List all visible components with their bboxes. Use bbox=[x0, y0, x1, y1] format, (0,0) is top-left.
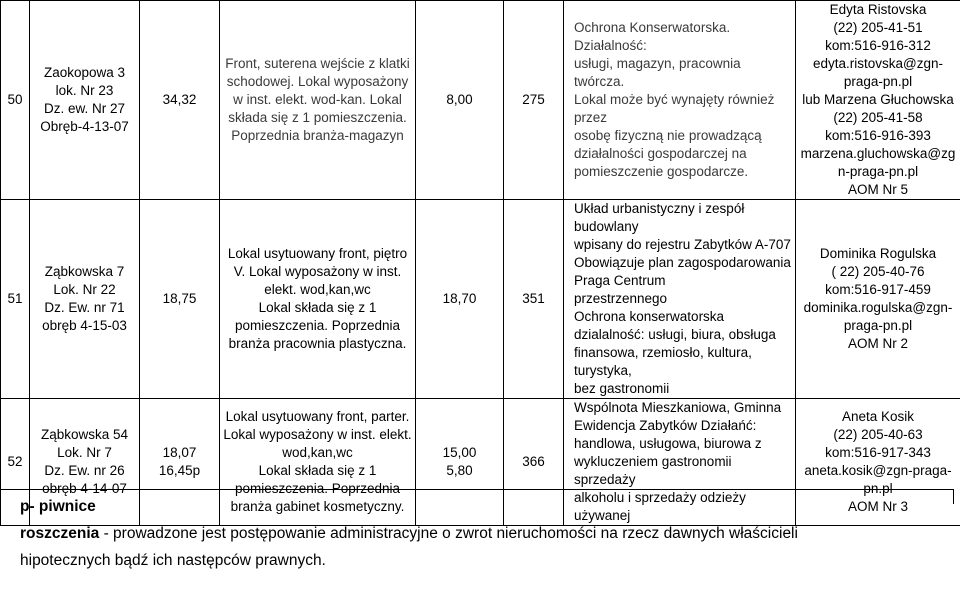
address-cell bbox=[30, 1, 140, 200]
contact-line: AOM Nr 5 bbox=[847, 182, 908, 197]
address-line: Lok. Nr 7 bbox=[57, 445, 112, 460]
number-line: 275 bbox=[522, 92, 545, 107]
address-line: Dz. Ew. nr 71 bbox=[44, 300, 125, 315]
description-line: Lokal składa się z 1 bbox=[258, 300, 377, 315]
contact-line: (22) 205-40-63 bbox=[833, 427, 923, 442]
note-term: roszczenia bbox=[20, 525, 100, 542]
address-line: Ząbkowska 7 bbox=[44, 264, 125, 279]
address-line: Dz. Ew. nr 26 bbox=[44, 463, 125, 478]
conditions-line: dzialalność: usługi, biura, obsługa bbox=[574, 327, 776, 342]
description-cell bbox=[220, 200, 416, 399]
contact-line: ( 22) 205-40-76 bbox=[831, 264, 925, 279]
description-line: Poprzednia branża-magazyn bbox=[231, 128, 404, 143]
number-cell bbox=[504, 1, 564, 200]
area-line: 18,75 bbox=[162, 291, 197, 306]
number-line: 351 bbox=[522, 291, 545, 306]
description-cell bbox=[220, 1, 416, 200]
conditions-line: wpisany do rejestru Zabytków A-707 bbox=[574, 237, 791, 252]
contact-line: AOM Nr 2 bbox=[847, 336, 908, 351]
description-line: Lokal usytuowany front, piętro bbox=[227, 246, 408, 261]
address-cell bbox=[30, 200, 140, 399]
address-line: Zaokopowa 3 bbox=[43, 65, 126, 80]
contact-line: (22) 205-41-58 bbox=[833, 110, 923, 125]
description-line: wod,kan,wc bbox=[282, 445, 353, 460]
table-row bbox=[1, 200, 960, 399]
contact-line: kom:516-917-459 bbox=[825, 282, 931, 297]
contact-cell bbox=[796, 1, 960, 200]
conditions-line: Wspólnota Mieszkaniowa, Gminna bbox=[574, 400, 782, 415]
contact-line: pn.pl bbox=[863, 481, 893, 496]
conditions-line: Układ urbanistyczny i zespół budowlany bbox=[574, 201, 745, 234]
rate-line: 5,80 bbox=[446, 463, 473, 478]
address-line: Dz. ew. Nr 27 bbox=[43, 101, 126, 116]
contact-cell bbox=[796, 200, 960, 399]
conditions-line: Ewidencja Zabytków Działańć: bbox=[574, 418, 757, 433]
contact-line: dominika.rogulska@zgn- bbox=[803, 300, 953, 315]
contact-line: Dominika Rogulska bbox=[819, 246, 937, 261]
conditions-line: Ochrona Konserwatorska. Działalność: bbox=[574, 20, 731, 53]
contact-line: praga-pn.pl bbox=[843, 74, 913, 89]
conditions-line: handlowa, usługowa, biurowa z bbox=[574, 436, 762, 451]
description-line: branża gabinet kosmetyczny. bbox=[230, 499, 405, 514]
conditions-cell bbox=[564, 200, 796, 399]
footnotes bbox=[0, 489, 960, 609]
rate-cell bbox=[416, 200, 504, 399]
contact-line: n-praga-pn.pl bbox=[837, 164, 919, 179]
contact-line: kom:516-916-312 bbox=[825, 38, 931, 53]
row-number-line: 51 bbox=[7, 291, 23, 306]
contact-line: AOM Nr 3 bbox=[847, 499, 908, 514]
description-line: składa się z 1 pomieszczenia. bbox=[228, 110, 407, 125]
description-line: Lokal usytuowany front, parter. bbox=[225, 409, 410, 424]
conditions-line: Praga Centrum bbox=[574, 273, 666, 288]
conditions-line: bez gastronomii bbox=[574, 381, 670, 396]
address-line: Obręb-4-13-07 bbox=[40, 119, 129, 134]
conditions-line: usługi, magazyn, pracownia twórcza. bbox=[574, 56, 741, 89]
conditions-line: alkoholu i sprzedaży odzieży używanej bbox=[574, 490, 746, 523]
note-text: - prowadzone jest postępowanie administracyjne o zwrot nieruchomości na rzecz dawnych właścicieli bbox=[99, 525, 798, 542]
note-roszczenia bbox=[20, 525, 798, 543]
contact-line: Edyta Ristovska bbox=[829, 2, 927, 17]
description-line: pomieszczenia. Poprzednia bbox=[234, 318, 401, 333]
conditions-line: finansowa, rzemiosło, kultura, turystyka, bbox=[574, 345, 752, 378]
address-line: obręb 4-14-07 bbox=[42, 481, 127, 496]
address-line: lok. Nr 23 bbox=[55, 83, 114, 98]
notes-frame bbox=[0, 489, 954, 504]
row-number-cell bbox=[1, 1, 30, 200]
row-number-line: 50 bbox=[7, 92, 23, 107]
area-line: 16,45p bbox=[158, 463, 201, 478]
description-line: Lokal wyposażony w inst. elekt. bbox=[223, 427, 412, 442]
note-piwnice: p- piwnice bbox=[20, 498, 96, 515]
rate-line: 8,00 bbox=[446, 92, 473, 107]
rate-line: 18,70 bbox=[442, 291, 477, 306]
number-cell bbox=[504, 200, 564, 399]
contact-line: lub Marzena Głuchowska bbox=[802, 92, 954, 107]
address-line: Lok. Nr 22 bbox=[53, 282, 116, 297]
conditions-cell bbox=[564, 1, 796, 200]
description-line: Lokal składa się z 1 bbox=[258, 463, 377, 478]
table-row bbox=[1, 1, 960, 200]
description-line: w inst. elekt. wod-kan. Lokal bbox=[233, 92, 402, 107]
conditions-line: przestrzennego bbox=[574, 291, 668, 306]
description-line: V. Lokal wyposażony w inst. bbox=[233, 264, 402, 279]
description-line: branża pracownia plastyczna. bbox=[228, 336, 407, 351]
conditions-line: osobę fizyczną nie prowadzącą bbox=[574, 128, 762, 143]
rate-cell bbox=[416, 1, 504, 200]
conditions-line: działalności gospodarczej na bbox=[574, 146, 747, 161]
conditions-line: Lokal może być wynajęty również przez bbox=[574, 92, 775, 125]
contact-line: praga-pn.pl bbox=[843, 318, 913, 333]
address-line: obręb 4-15-03 bbox=[42, 318, 127, 333]
conditions-line: Obowiązuje plan zagospodarowania bbox=[574, 255, 791, 270]
description-line: schodowej. Lokal wyposażony bbox=[226, 74, 409, 89]
conditions-line: Ochrona konserwatorska bbox=[574, 309, 725, 324]
area-line: 34,32 bbox=[162, 92, 197, 107]
rate-line: 15,00 bbox=[442, 445, 477, 460]
contact-line: edyta.ristovska@zgn- bbox=[812, 56, 943, 71]
row-number-cell bbox=[1, 200, 30, 399]
number-line: 366 bbox=[522, 454, 545, 469]
area-cell bbox=[140, 200, 220, 399]
description-line: pomieszczenia. Poprzednia bbox=[234, 481, 401, 496]
contact-line: kom:516-917-343 bbox=[825, 445, 931, 460]
description-line: Front, suterena wejście z klatki bbox=[225, 56, 410, 71]
area-cell bbox=[140, 1, 220, 200]
note-continuation: hipotecznych bądź ich następców prawnych. bbox=[20, 552, 326, 569]
contact-line: kom:516-916-393 bbox=[825, 128, 931, 143]
address-line: Ząbkowska 54 bbox=[40, 427, 129, 442]
contact-line: aneta.kosik@zgn-praga- bbox=[804, 463, 952, 478]
conditions-line: pomieszczenie gospodarcze. bbox=[574, 164, 749, 179]
contact-line: (22) 205-41-51 bbox=[833, 20, 923, 35]
contact-line: Aneta Kosik bbox=[841, 409, 915, 424]
area-line: 18,07 bbox=[162, 445, 197, 460]
description-line: elekt. wod,kan,wc bbox=[264, 282, 371, 297]
row-number-line: 52 bbox=[7, 454, 23, 469]
contact-line: marzena.gluchowska@zg bbox=[800, 146, 956, 161]
conditions-line: wykluczeniem gastronomii sprzedaży bbox=[574, 454, 732, 487]
